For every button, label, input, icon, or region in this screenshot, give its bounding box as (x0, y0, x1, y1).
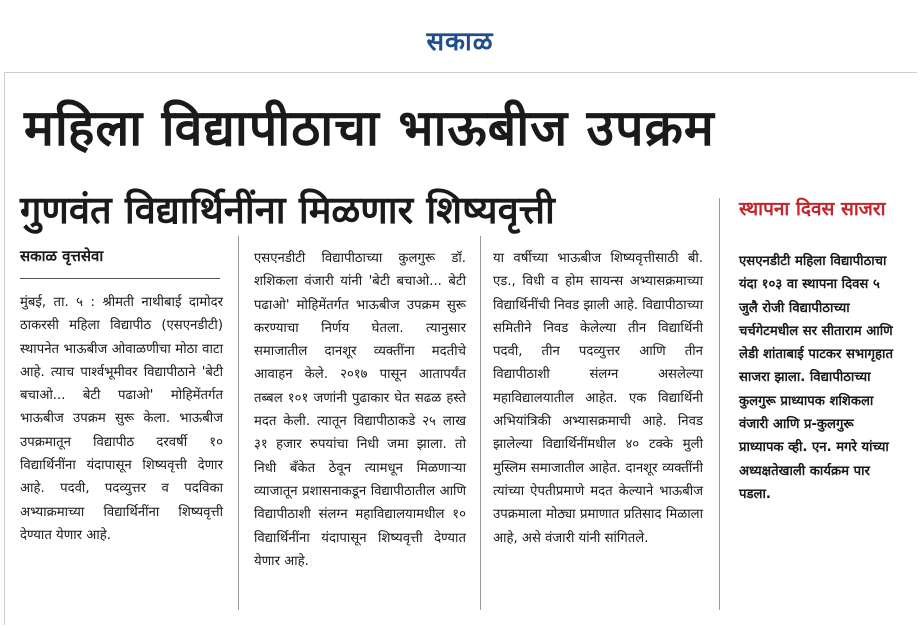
article-headline: महिला विद्यापीठाचा भाऊबीज उपक्रम (24, 99, 715, 157)
sidebar-divider (719, 198, 720, 610)
column-divider (238, 236, 239, 610)
column-divider (480, 236, 481, 610)
sidebar-title: स्थापना दिवस साजरा (739, 198, 886, 220)
sidebar-body: एसएनडीटी महिला विद्यापीठाचा यंदा १०३ वा स्थापना दिवस ५ जुलै रोजी विद्यापीठाच्या चर्चगेटमधील सर सीताराम आणि लेडी शांताबाई पाटकर सभागृहात साजरा झाला. विद्यापीठाच्या कुलगुरू प्राध्यापक शशिकला वंजारी आणि प्र-कुलगुरू प्राध्यापक व्ही. एन. मगरे यांच्या अध्यक्षतेखाली कार्यक्रम पार पडला. (739, 254, 893, 502)
newspaper-masthead: सकाळ (426, 27, 494, 57)
article-byline: सकाळ वृत्तसेवा (20, 247, 104, 265)
article-column-3: या वर्षीच्या भाऊबीज शिष्यवृत्तीसाठी बी. एड., विधी व होम सायन्स अभ्यासक्रमाच्या विद्यार्थिनींची निवड झाली आहे. विद्यापीठाच्या समितीने निवड केलेल्या तीन विद्यार्थिनी पदवी, तीन पदव्युत्तर आणि तीन विद्यापीठाशी संलग्न असलेल्या महाविद्यालयातील आहेत. एक विद्यार्थिनी अभियांत्रिकी अभ्यासक्रमाची आहे. निवड झालेल्या विद्यार्थिनींमधील ४० टक्के मुली मुस्लिम समाजातील आहेत. दानशूर व्यक्तींनी त्यांच्या ऐपतीप्रमाणे मदत केल्याने भाऊबीज उपक्रमाला मोठ्या प्रमाणात प्रतिसाद मिळाला आहे, असे वंजारी यांनी सांगितले. (493, 251, 703, 546)
article-subheadline: गुणवंत विद्यार्थिनींना मिळणार शिष्यवृत्ती (20, 188, 555, 232)
article-column-2: एसएनडीटी विद्यापीठाच्या कुलगुरू डॉ. शशिकला वंजारी यांनी 'बेटी बचाओ... बेटी पढाओ' मोहिमेंतर्गत भाऊबीज उपक्रम सुरू करण्याचा निर्णय घेतला. त्यानुसार समाजातील दानशूर व्यक्तींना मदतीचे आवाहन केले. २०१७ पासून आतापर्यंत तब्बल १०१ जणांनी पुढाकार घेत सढळ हस्ते मदत केली. त्यातून विद्यापीठाकडे २५ लाख ३१ हजार रुपयांचा निधी जमा झाला. तो निधी बँकेत ठेवून त्यामधून मिळणाऱ्या व्याजातून प्रशासनाकडून विद्यापीठातील आणि विद्यापीठाशी संलग्न महाविद्यालयामधील १० विद्यार्थिनींना यंदापासून शिष्यवृत्ती देण्यात येणार आहे. (254, 251, 466, 569)
article-column-1: मुंबई, ता. ५ : श्रीमती नाथीबाई दामोदर ठाकरसी महिला विद्यापीठ (एसएनडीटी) स्थापनेत भाऊबीज ओवाळणीचा मोठा वाटा आहे. त्याच पार्श्वभूमीवर विद्यापीठाने 'बेटी बचाओ... बेटी पढाओ' मोहिमेंतर्गत भाऊबीज उपक्रम सुरू केला. भाऊबीज उपक्रमातून विद्यापीठ दरवर्षी १० विद्यार्थिनींना यंदापासून शिष्यवृत्ती देणार आहे. पदवी, पदव्युत्तर व पदविका अभ्याक्रमाच्या विद्यार्थिनींना शिष्यवृत्ती देण्यात येणार आहे. (20, 295, 223, 543)
byline-divider (20, 278, 220, 279)
